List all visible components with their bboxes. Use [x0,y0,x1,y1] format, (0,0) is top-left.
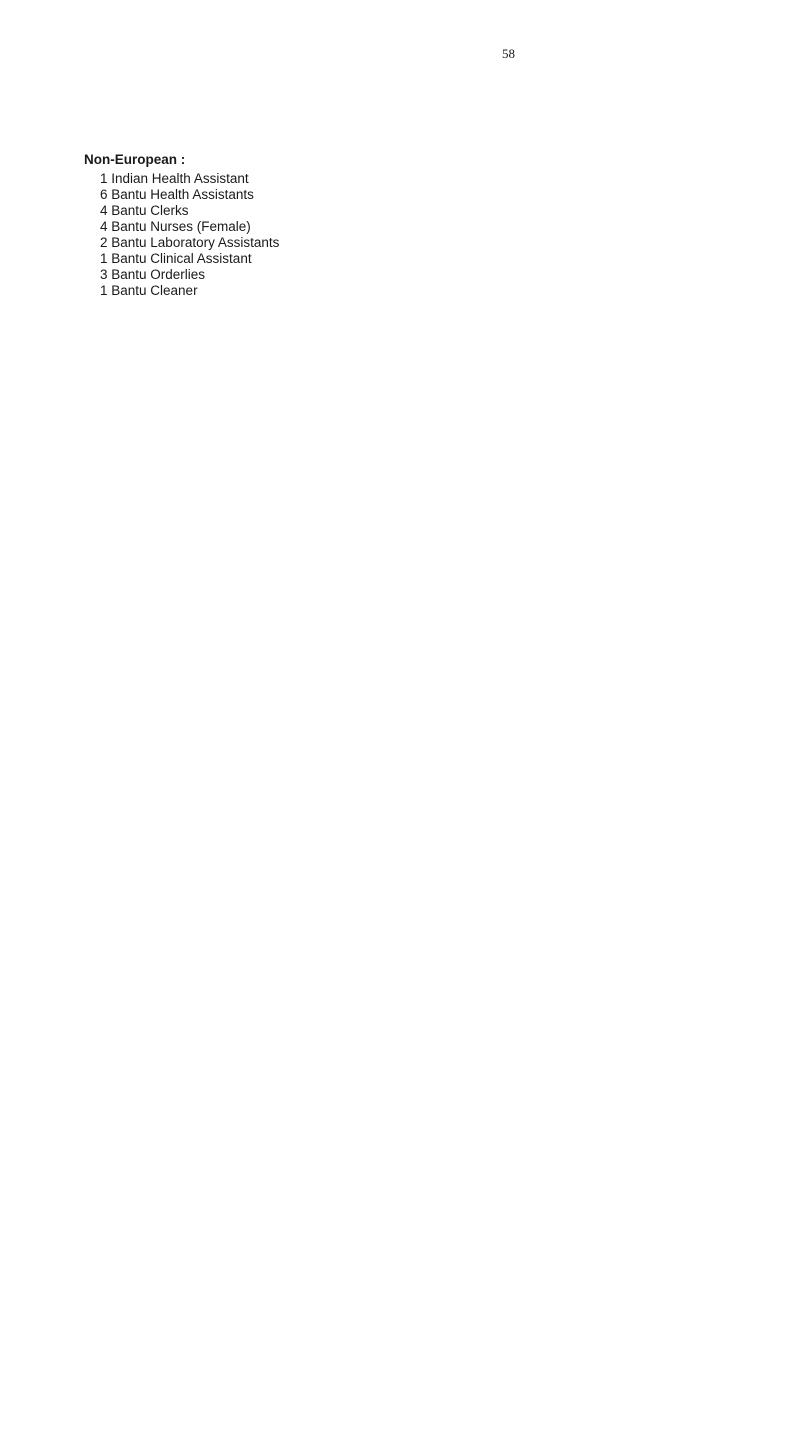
staff-item: 1 Bantu Cleaner [100,283,198,298]
section-heading: Non-European : [84,152,186,167]
staff-item: 3 Bantu Orderlies [100,267,206,282]
staff-item: 2 Bantu Laboratory Assistants [100,235,280,250]
staff-item: 4 Bantu Nurses (Female) [100,219,251,234]
staff-item: 1 Bantu Clinical Assistant [100,251,252,266]
staff-item: 6 Bantu Health Assistants [100,187,254,202]
page-number: 58 [502,46,515,61]
staff-section-non-european-1 [84,152,279,299]
staff-item: 4 Bantu Clerks [100,203,189,218]
staff-item: 1 Indian Health Assistant [100,171,249,186]
